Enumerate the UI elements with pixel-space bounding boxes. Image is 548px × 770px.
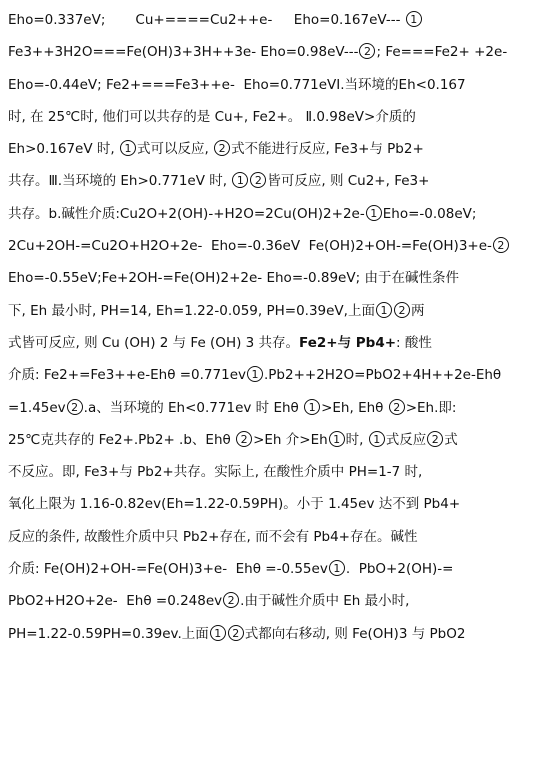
text-line bbox=[8, 521, 540, 553]
circled-number: 2 bbox=[67, 399, 83, 415]
text-segment: 时, 在 25℃时, 他们可以共存的是 Cu+, Fe2+。 Ⅱ.0.98eV>介质的 bbox=[8, 108, 416, 125]
text-segment: 式反应 bbox=[385, 431, 427, 448]
circled-number: 1 bbox=[376, 302, 392, 318]
text-segment: 两 bbox=[410, 302, 425, 319]
text-line bbox=[8, 359, 540, 391]
text-segment: >Eh 介>Eh bbox=[253, 431, 328, 448]
text-segment: >Eh.即: bbox=[405, 399, 457, 416]
circled-number: 2 bbox=[236, 431, 252, 447]
text-segment: 介质: Fe2+=Fe3++e-Ehθ =0.771ev bbox=[8, 367, 246, 384]
circled-number: 2 bbox=[214, 140, 230, 156]
text-segment: 式可以反应, bbox=[136, 141, 214, 158]
circled-number: 2 bbox=[389, 399, 405, 415]
circled-number: 2 bbox=[493, 237, 509, 253]
text-line bbox=[8, 295, 540, 327]
text-segment: 共存。Ⅲ.当环境的 Eh>0.771eV 时, bbox=[8, 173, 232, 190]
text-segment: 式皆可反应, 则 Cu (OH) 2 与 Fe (OH) 3 共存。 bbox=[8, 334, 300, 351]
text-segment: 共存。b.碱性介质:Cu2O+2(OH)-+H2O=2Cu(OH)2+2e- bbox=[8, 205, 365, 222]
text-line bbox=[8, 456, 540, 488]
text-segment: >Eh, Ehθ bbox=[321, 399, 388, 416]
text-line bbox=[8, 585, 540, 617]
text-segment: 下, Eh 最小时, PH=14, Eh=1.22-0.059, PH=0.39eV,上面 bbox=[8, 302, 375, 319]
text-line bbox=[8, 198, 540, 230]
text-segment: 式 bbox=[444, 431, 458, 448]
text-segment: .Pb2++2H2O=PbO2+4H++2e-Ehθ bbox=[264, 367, 502, 384]
text-segment: PH=1.22-0.59PH=0.39ev.上面 bbox=[8, 625, 209, 642]
text-segment: PbO2+H2O+2e- Ehθ =0.248ev bbox=[8, 593, 223, 610]
circled-number: 1 bbox=[366, 205, 382, 221]
text-segment: 不反应。即, Fe3+与 Pb2+共存。实际上, 在酸性介质中 PH=1-7 时, bbox=[8, 464, 423, 481]
text-segment: Eho=0.337eV; Cu+====Cu2++e- Eho=0.167eV--- bbox=[8, 12, 405, 28]
circled-number: 1 bbox=[329, 431, 345, 447]
text-segment: Fe3++3H2O===Fe(OH)3+3H++3e- Eho=0.98eV--- bbox=[8, 44, 359, 61]
text-segment: =1.45ev bbox=[8, 399, 66, 416]
text-segment: 时, bbox=[345, 431, 368, 448]
text-line bbox=[8, 392, 540, 424]
text-segment: 25℃克共存的 Fe2+.Pb2+ .b、Ehθ bbox=[8, 431, 236, 448]
text-segment: : 酸性 bbox=[396, 334, 432, 351]
text-segment: 式不能进行反应, Fe3+与 Pb2+ bbox=[231, 141, 424, 158]
circled-number: 1 bbox=[120, 140, 136, 156]
circled-number: 2 bbox=[359, 43, 375, 59]
text-line bbox=[8, 101, 540, 133]
text-segment: 氧化上限为 1.16-0.82ev(Eh=1.22-0.59PH)。小于 1.45ev 达不到 Pb4+ bbox=[8, 496, 461, 513]
circled-number: 1 bbox=[232, 172, 248, 188]
text-segment: Eho=-0.44eV; Fe2+===Fe3++e- Eho=0.771eVⅠ.当环境的Eh<0.167 bbox=[8, 76, 466, 93]
circled-number: 1 bbox=[304, 399, 320, 415]
text-line bbox=[8, 327, 540, 359]
circled-number: 2 bbox=[250, 172, 266, 188]
text-segment: 2Cu+2OH-=Cu2O+H2O+2e- Eho=-0.36eV Fe(OH)2+OH-=Fe(OH)3+e- bbox=[8, 238, 492, 255]
text-segment: Eho=-0.55eV;Fe+2OH-=Fe(OH)2+2e- Eho=-0.89eV; 由于在碱性条件 bbox=[8, 270, 459, 287]
text-segment: Eh>0.167eV 时, bbox=[8, 141, 119, 158]
circled-number: 1 bbox=[247, 366, 263, 382]
text-segment: 皆可反应, 则 Cu2+, Fe3+ bbox=[267, 173, 430, 190]
text-segment: Eho=-0.08eV; bbox=[382, 205, 477, 222]
text-segment: 反应的条件, 故酸性介质中只 Pb2+存在, 而不会有 Pb4+存在。碱性 bbox=[8, 528, 418, 545]
text-segment: .由于碱性介质中 Eh 最小时, bbox=[240, 593, 410, 610]
circled-number: 1 bbox=[406, 11, 422, 27]
text-segment: . PbO+2(OH)-= bbox=[345, 561, 454, 578]
text-segment: ; Fe===Fe2+ +2e- bbox=[376, 44, 508, 61]
circled-number: 1 bbox=[210, 625, 226, 641]
text-segment: 介质: Fe(OH)2+OH-=Fe(OH)3+e- Ehθ =-0.55ev bbox=[8, 561, 328, 578]
text-line bbox=[8, 36, 540, 68]
circled-number: 1 bbox=[329, 560, 345, 576]
circled-number: 2 bbox=[394, 302, 410, 318]
circled-number: 2 bbox=[228, 625, 244, 641]
bold-text: Fe2+与 Pb4+ bbox=[299, 334, 397, 351]
text-line bbox=[8, 262, 540, 294]
circled-number: 1 bbox=[369, 431, 385, 447]
text-line bbox=[8, 165, 540, 197]
text-line bbox=[8, 488, 540, 520]
text-line bbox=[8, 133, 540, 165]
text-line bbox=[8, 4, 540, 36]
text-segment: .a、当环境的 Eh<0.771ev 时 Ehθ bbox=[83, 399, 304, 416]
text-line bbox=[8, 553, 540, 585]
text-line bbox=[8, 424, 540, 456]
text-line bbox=[8, 618, 540, 650]
text-line bbox=[8, 230, 540, 262]
circled-number: 2 bbox=[223, 592, 239, 608]
circled-number: 2 bbox=[427, 431, 443, 447]
text-segment: 式都向右移动, 则 Fe(OH)3 与 PbO2 bbox=[244, 625, 466, 642]
text-line bbox=[8, 69, 540, 101]
